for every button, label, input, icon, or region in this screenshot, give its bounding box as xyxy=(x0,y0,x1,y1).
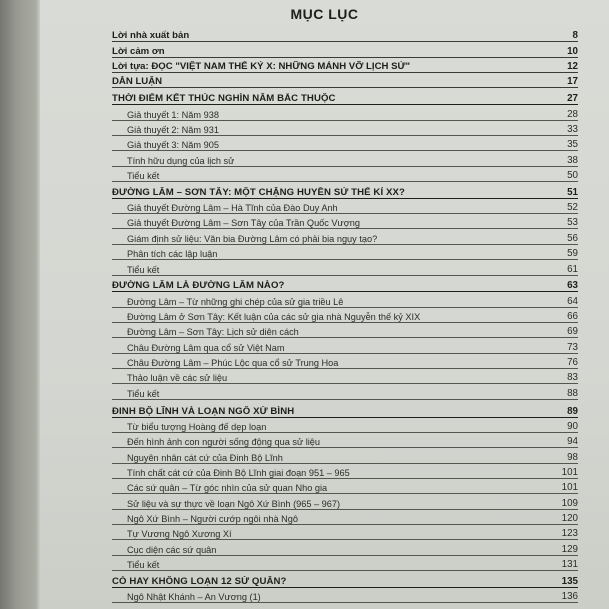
toc-entry xyxy=(112,525,578,540)
toc-entry-title: Giám định sử liệu: Văn bia Đường Lâm có phải bia ngụy tạo? xyxy=(127,233,378,244)
toc-entry xyxy=(112,479,578,494)
toc-entry-title: Ngô Nhật Khánh – An Vương (1) xyxy=(127,592,261,603)
toc-entry-page-number: 101 xyxy=(561,466,578,478)
toc-entry xyxy=(112,433,578,448)
toc-entry xyxy=(112,151,578,166)
toc-entry-title: DẪN LUẬN xyxy=(112,76,163,88)
toc-entry-title: Các sứ quân – Từ góc nhìn của sử quan Nho gia xyxy=(127,483,328,494)
toc-entry-title: Tiểu kết xyxy=(127,264,160,275)
toc-entry-title: Phân tích các lập luận xyxy=(127,249,218,260)
toc-entry-page-number: 129 xyxy=(561,543,578,555)
book-page xyxy=(40,0,609,609)
toc-entry-title: Tự Vương Ngô Xương Xí xyxy=(127,529,232,540)
toc-entry xyxy=(112,245,578,260)
toc-entry xyxy=(112,464,578,479)
toc-entry xyxy=(112,494,578,509)
toc-entry-page-number: 90 xyxy=(567,420,578,432)
toc-entry xyxy=(112,448,578,463)
toc-entry xyxy=(112,214,578,229)
toc-entry xyxy=(112,384,578,399)
toc-section-entry xyxy=(112,573,578,588)
toc-entry-title: Châu Đường Lâm qua cổ sử Việt Nam xyxy=(127,342,285,353)
toc-entry-page-number: 8 xyxy=(572,30,578,42)
toc-entry-page-number: 59 xyxy=(567,248,578,260)
toc-entry-page-number: 53 xyxy=(567,217,578,229)
toc-entry-title: Tiểu kết xyxy=(127,170,160,181)
toc-entry-title: Tiểu kết xyxy=(127,560,160,571)
toc-entry-title: CÓ HAY KHÔNG LOẠN 12 SỨ QUÂN? xyxy=(112,575,287,587)
toc-entry-title: Thảo luận về các sử liệu xyxy=(127,373,228,384)
toc-entry xyxy=(112,418,578,433)
toc-entry-title: Đường Lâm ở Sơn Tây: Kết luận của các sử gia nhà Nguyễn thế kỷ XIX xyxy=(127,312,421,323)
toc-entry xyxy=(112,121,578,136)
toc-entry xyxy=(112,105,578,120)
toc-entry xyxy=(112,369,578,384)
toc-entry-page-number: 10 xyxy=(567,45,578,57)
toc-entry-page-number: 27 xyxy=(567,93,578,105)
toc-entry-page-number: 109 xyxy=(561,497,578,509)
toc-entry-title: Giả thuyết 1: Năm 938 xyxy=(127,109,219,120)
toc-entry xyxy=(112,556,578,571)
toc-entry-page-number: 83 xyxy=(567,372,578,384)
toc-entry-page-number: 61 xyxy=(567,263,578,275)
toc-entry-page-number: 63 xyxy=(567,280,578,292)
toc-entry xyxy=(112,260,578,275)
toc-entry xyxy=(112,292,578,307)
toc-entry-page-number: 51 xyxy=(567,186,578,198)
toc-section-entry xyxy=(112,277,578,292)
toc-entry-page-number: 88 xyxy=(567,387,578,399)
toc-section-entry xyxy=(112,402,578,417)
toc-entry-page-number: 89 xyxy=(567,405,578,417)
toc-entry xyxy=(112,323,578,338)
toc-section-entry xyxy=(112,183,578,198)
toc-entry-page-number: 94 xyxy=(567,436,578,448)
toc-entry-title: Tính hữu dụng của lịch sử xyxy=(127,155,235,166)
toc-entry-page-number: 12 xyxy=(567,61,578,73)
toc-entry xyxy=(112,73,578,88)
toc-entry-title: Từ biểu tượng Hoàng đế dẹp loạn xyxy=(127,421,267,432)
toc-entry-title: Nguyên nhân cát cứ của Đinh Bộ Lĩnh xyxy=(127,452,283,463)
toc-entry-page-number: 123 xyxy=(561,528,578,540)
toc-entry-page-number: 17 xyxy=(567,76,578,88)
toc-entry-page-number: 56 xyxy=(567,232,578,244)
toc-entry-title: Đường Lâm – Từ những ghi chép của sử gia triều Lê xyxy=(127,296,344,307)
toc-entry-page-number: 131 xyxy=(561,559,578,571)
toc-entry-page-number: 35 xyxy=(567,139,578,151)
toc-entry xyxy=(112,27,578,42)
toc-entry xyxy=(112,510,578,525)
toc-entry-page-number: 101 xyxy=(561,482,578,494)
toc-entry xyxy=(112,42,578,57)
toc-entry-title: ĐINH BỘ LĨNH VÀ LOẠN NGÔ XỨ BÌNH xyxy=(112,405,295,417)
toc-entry-title: Giả thuyết 2: Năm 931 xyxy=(127,124,219,135)
table-of-contents xyxy=(112,27,578,603)
toc-entry-page-number: 73 xyxy=(567,341,578,353)
toc-entry xyxy=(112,58,578,73)
toc-entry-title: Tiểu kết xyxy=(127,388,160,399)
toc-entry-title: Châu Đường Lâm – Phúc Lộc qua cổ sử Trung Hoa xyxy=(127,358,339,369)
toc-entry-page-number: 52 xyxy=(567,202,578,214)
toc-entry xyxy=(112,136,578,151)
toc-entry-title: Lời nhà xuất bản xyxy=(112,30,190,42)
toc-entry-title: Giả thuyết 3: Năm 905 xyxy=(127,140,219,151)
toc-entry-title: Tính chất cát cứ của Đinh Bộ Lĩnh giai đoạn 951 – 965 xyxy=(127,467,350,478)
toc-entry-title: Đến hình ảnh con người sống động qua sử liệu xyxy=(127,437,321,448)
toc-entry-title: Cục diện các sứ quân xyxy=(127,544,217,555)
toc-entry-page-number: 76 xyxy=(567,357,578,369)
toc-entry xyxy=(112,167,578,182)
toc-entry-page-number: 64 xyxy=(567,295,578,307)
toc-entry-title: Giả thuyết Đường Lâm – Sơn Tây của Trần Quốc Vượng xyxy=(127,218,360,229)
toc-entry-title: ĐƯỜNG LÂM – SƠN TÂY: MỘT CHẶNG HUYỀN SỬ THẾ KỈ XX? xyxy=(112,186,405,198)
toc-entry-title: Giả thuyết Đường Lâm – Hà Tĩnh của Đào Duy Anh xyxy=(127,203,338,214)
toc-entry-page-number: 28 xyxy=(567,108,578,120)
toc-entry-title: Lời cảm ơn xyxy=(112,45,165,57)
toc-entry xyxy=(112,354,578,369)
toc-entry xyxy=(112,338,578,353)
toc-entry-page-number: 120 xyxy=(561,513,578,524)
toc-entry xyxy=(112,229,578,244)
toc-entry-page-number: 66 xyxy=(567,311,578,323)
toc-entry-title: ĐƯỜNG LÂM LÀ ĐƯỜNG LÂM NÀO? xyxy=(112,280,285,292)
toc-entry-page-number: 98 xyxy=(567,451,578,463)
toc-entry-page-number: 136 xyxy=(561,591,578,603)
toc-section-entry xyxy=(112,90,578,105)
toc-entry-title: Đường Lâm – Sơn Tây: Lịch sử diên cách xyxy=(127,327,299,338)
toc-entry xyxy=(112,540,578,555)
toc-entry-page-number: 50 xyxy=(567,169,578,181)
toc-entry-title: Lời tựa: ĐỌC "VIỆT NAM THẾ KỶ X: NHỮNG MẢNH VỠ LỊCH SỬ" xyxy=(112,61,411,73)
toc-entry xyxy=(112,588,578,603)
toc-entry-title: Ngô Xứ Bình – Người cướp ngôi nhà Ngô xyxy=(127,514,298,524)
page-title: MỤC LỤC xyxy=(290,6,359,22)
toc-entry-page-number: 33 xyxy=(567,123,578,135)
toc-entry-title: Sử liệu và sự thực về loạn Ngô Xứ Bình (965 – 967) xyxy=(127,498,341,509)
toc-entry-page-number: 69 xyxy=(567,326,578,338)
toc-entry xyxy=(112,308,578,323)
toc-entry-page-number: 135 xyxy=(561,575,578,587)
toc-entry xyxy=(112,199,578,214)
toc-entry-title: THỜI ĐIỂM KẾT THÚC NGHÌN NĂM BẮC THUỘC xyxy=(112,93,336,105)
toc-entry-page-number: 38 xyxy=(567,154,578,166)
